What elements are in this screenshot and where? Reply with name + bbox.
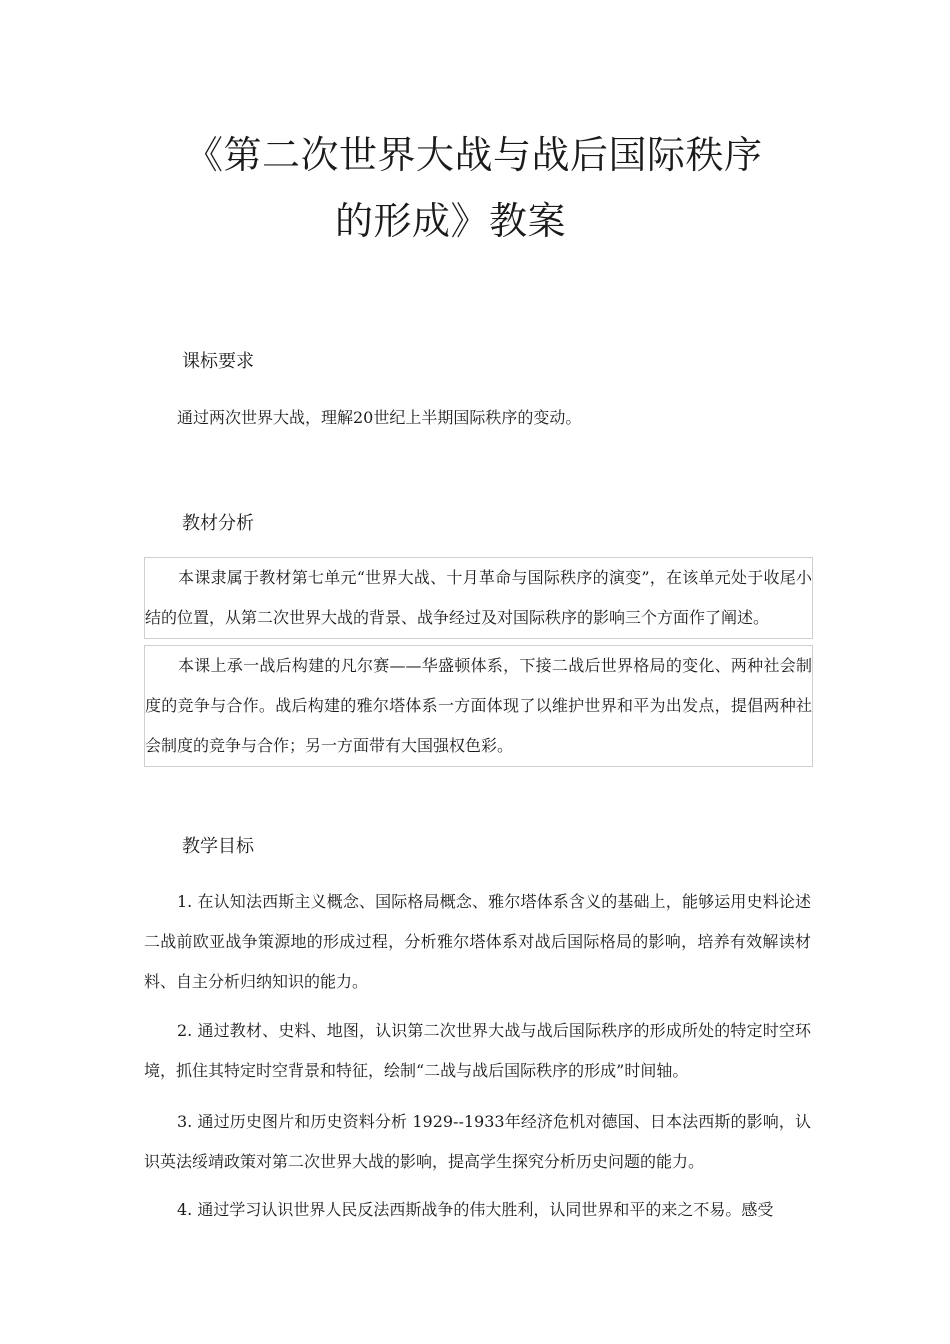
section-heading-curriculum: 课标要求 — [182, 351, 254, 372]
paragraph-textbook-analysis-1: 本课隶属于教材第七单元“世界大战、十月革命与国际秩序的演变”，在该单元处于收尾小结的位置，从第二次世界大战的背景、战争经过及对国际秩序的影响三个方面作了阐述。 — [144, 557, 813, 639]
paragraph-curriculum: 通过两次世界大战，理解20世纪上半期国际秩序的变动。 — [177, 408, 582, 427]
objective-item-3: 3. 通过历史图片和历史资料分析 1929--1933年经济危机对德国、日本法西斯的影响，认识英法绥靖政策对第二次世界大战的影响，提高学生探究分析历史问题的能力。 — [144, 1112, 811, 1171]
paragraph-textbook-analysis-2: 本课上承一战后构建的凡尔赛——华盛顿体系，下接二战后世界格局的变化、两种社会制度的竞争与合作。战后构建的雅尔塔体系一方面体现了以维护世界和平为出发点，提倡两种社会制度的竞争与合作；另一方面带有大国强权色彩。 — [144, 645, 813, 767]
section-heading-teaching-objectives: 教学目标 — [182, 836, 254, 857]
objective-item-1: 1. 在认知法西斯主义概念、国际格局概念、雅尔塔体系含义的基础上，能够运用史料论述二战前欧亚战争策源地的形成过程，分析雅尔塔体系对战后国际格局的影响，培养有效解读材料、自主分析归纳知识的能力。 — [144, 892, 811, 991]
document-title-line-1: 《第二次世界大战与战后国际秩序 — [185, 133, 763, 177]
objective-item-2: 2. 通过教材、史料、地图，认识第二次世界大战与战后国际秩序的形成所处的特定时空环境，抓住其特定时空背景和特征，绘制“二战与战后国际秩序的形成”时间轴。 — [144, 1021, 811, 1080]
objective-item-4: 4. 通过学习认识世界人民反法西斯战争的伟大胜利，认同世界和平的来之不易。感受 — [177, 1200, 774, 1219]
document-title-line-2: 的形成》教案 — [335, 199, 567, 243]
section-heading-textbook-analysis: 教材分析 — [182, 513, 254, 534]
